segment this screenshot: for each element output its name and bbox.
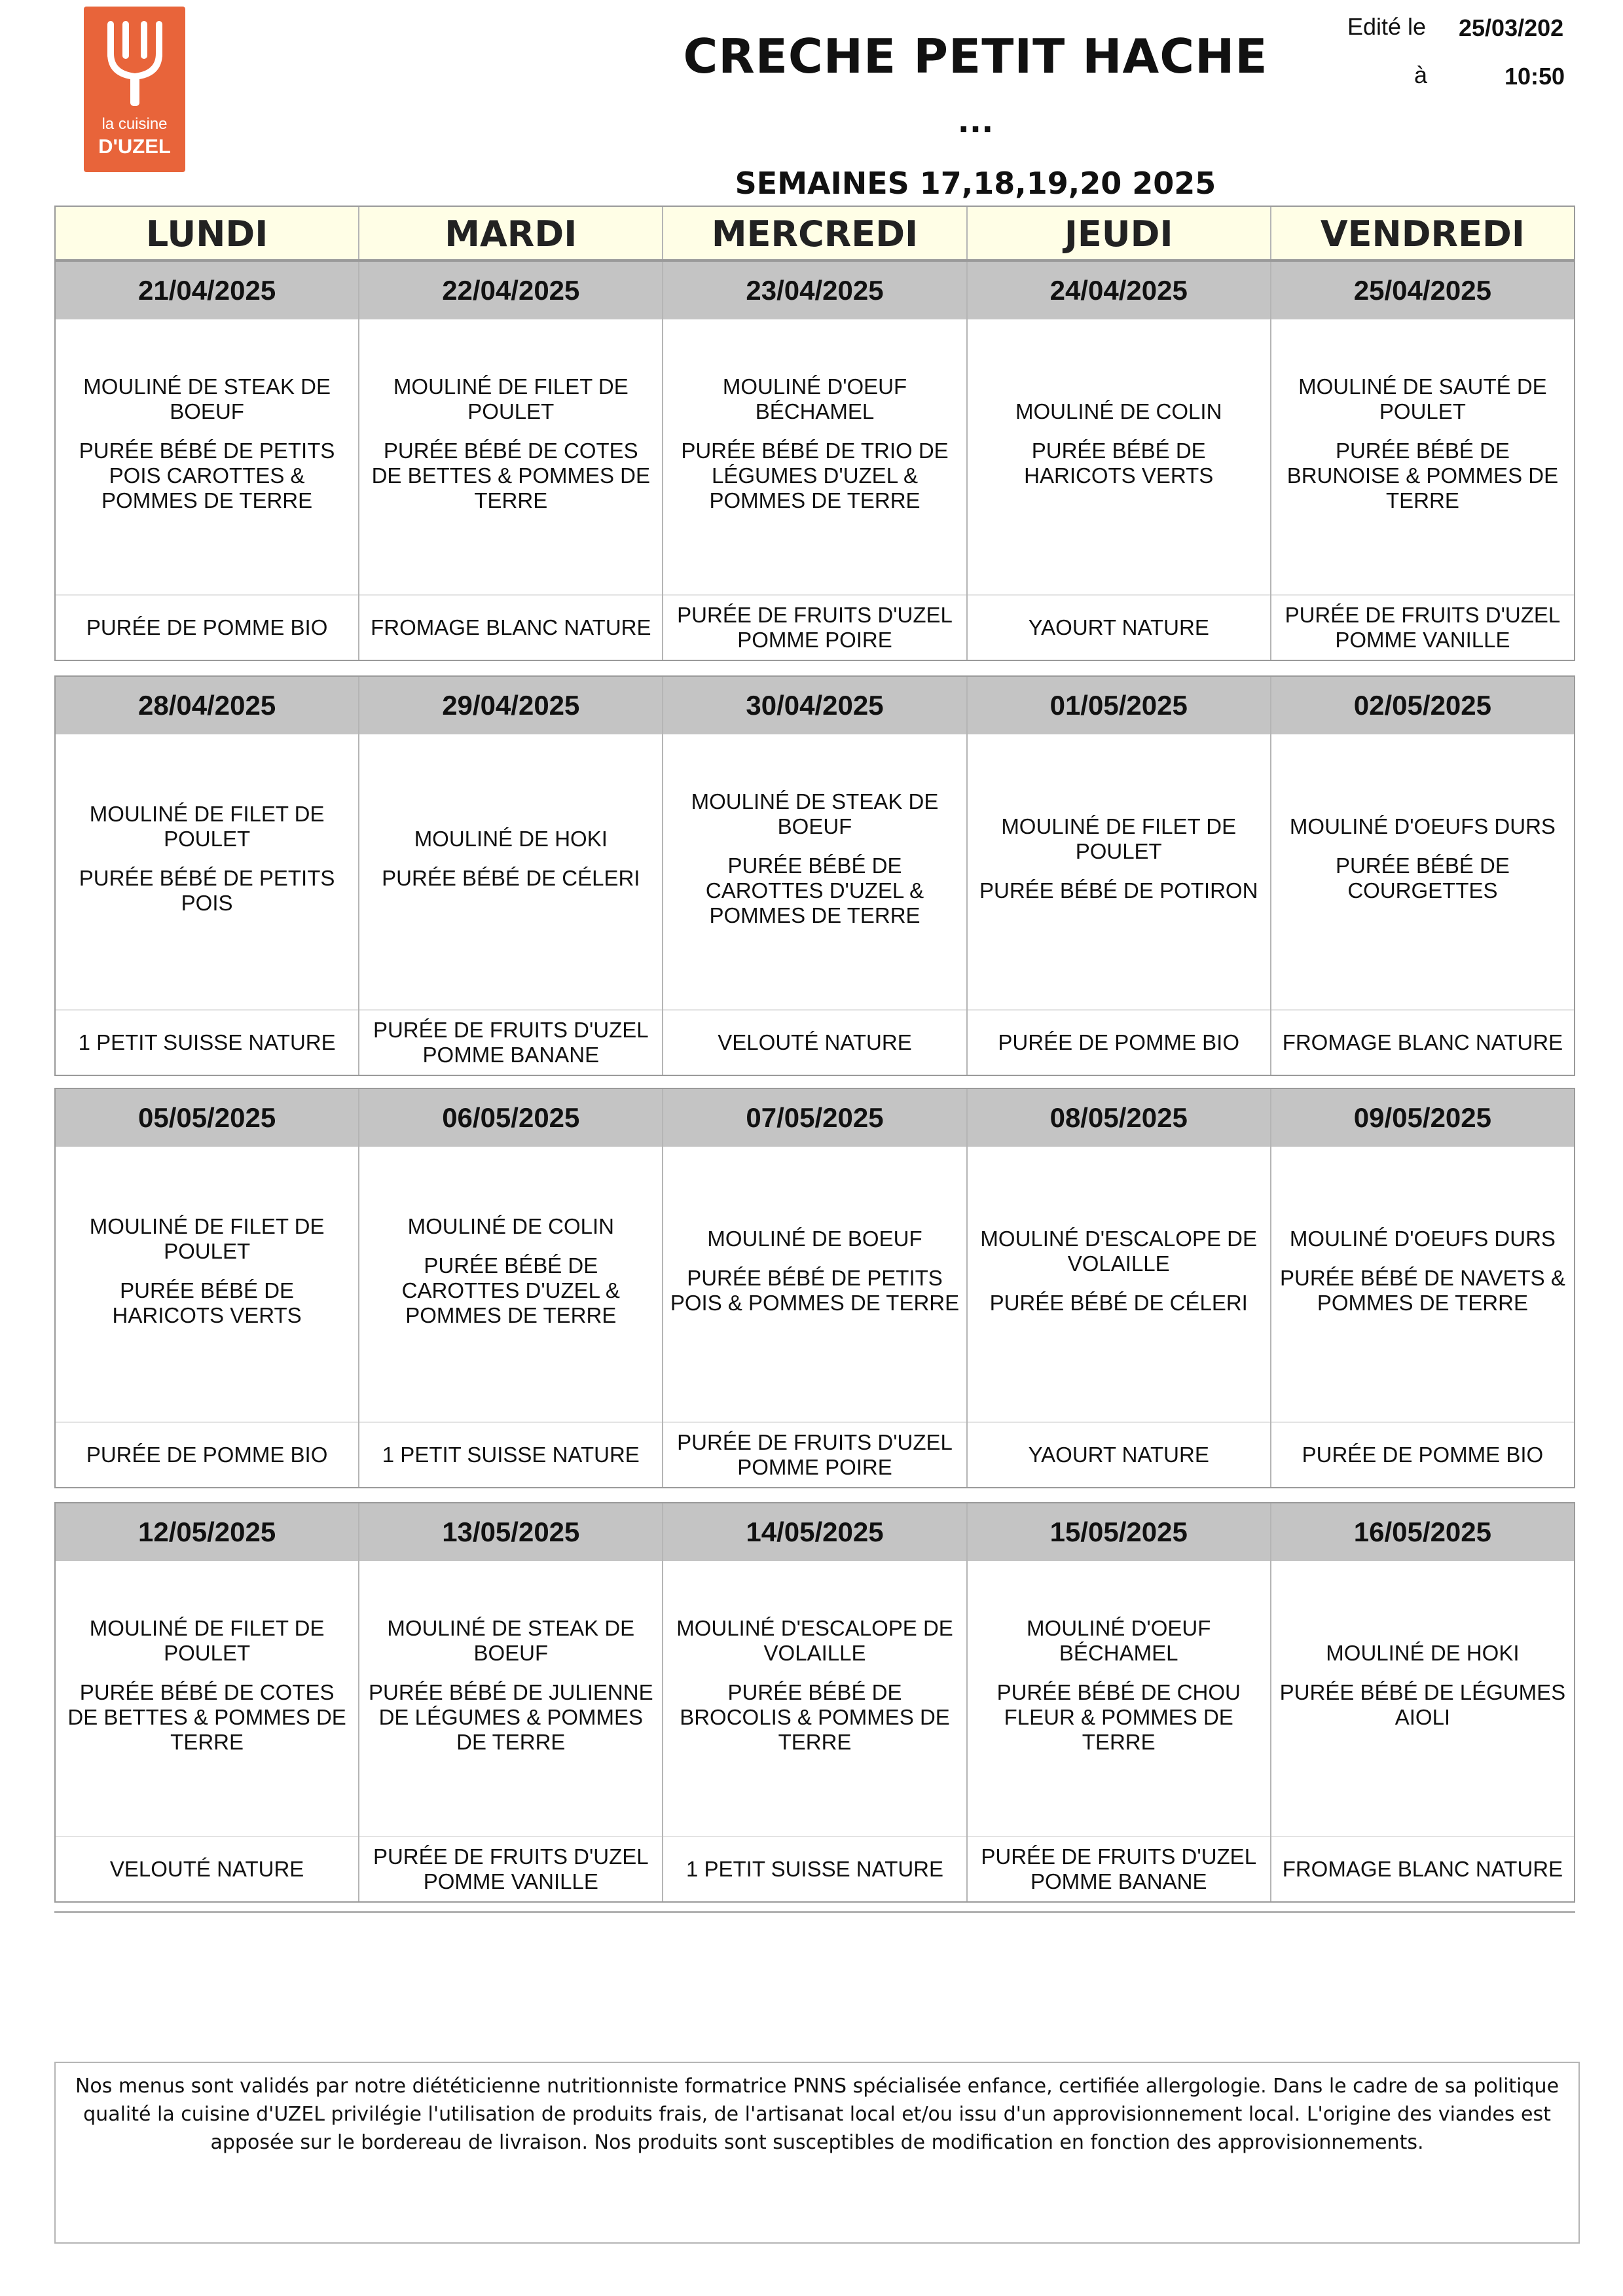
date-cell: 06/05/2025 <box>359 1089 663 1147</box>
day-header: LUNDI <box>56 207 359 259</box>
dessert: PURÉE DE POMME BIO <box>1302 1443 1544 1467</box>
dessert: 1 PETIT SUISSE NATURE <box>685 1857 944 1881</box>
date-cell: 13/05/2025 <box>359 1503 663 1561</box>
dessert: PURÉE DE POMME BIO <box>86 615 328 639</box>
main-dish: MOULINÉ DE HOKI <box>414 827 608 851</box>
meal-cell <box>359 319 663 660</box>
page-title: CRECHE PETIT HACHE <box>683 29 1268 84</box>
main-dish: MOULINÉ DE FILET DE POULET <box>1001 814 1237 863</box>
meal-cell <box>663 1147 967 1487</box>
side-dish: PURÉE BÉBÉ DE COURGETTES <box>1335 853 1510 903</box>
date-cell: 22/04/2025 <box>359 262 663 319</box>
divider <box>54 1911 1575 1913</box>
main-course-block <box>56 1173 358 1369</box>
logo-text-line1: la cuisine <box>101 115 168 133</box>
meal-cell <box>663 319 967 660</box>
dessert: PURÉE DE FRUITS D'UZEL POMME POIRE <box>677 1430 953 1479</box>
date-row <box>56 262 1574 319</box>
main-course-block <box>56 1587 358 1784</box>
main-course-block <box>359 761 662 957</box>
side-dish: PURÉE BÉBÉ DE POTIRON <box>979 878 1258 903</box>
meal-cell <box>1271 734 1574 1075</box>
dessert: PURÉE DE FRUITS D'UZEL POMME BANANE <box>373 1018 649 1067</box>
meal-cell <box>56 1561 359 1901</box>
main-dish: MOULINÉ DE FILET DE POULET <box>89 802 325 851</box>
date-cell: 05/05/2025 <box>56 1089 359 1147</box>
side-dish: PURÉE BÉBÉ DE CÉLERI <box>382 866 640 890</box>
main-dish: MOULINÉ DE HOKI <box>1326 1641 1520 1665</box>
side-dish: PURÉE BÉBÉ DE BROCOLIS & POMMES DE TERRE <box>680 1680 950 1754</box>
main-course-block <box>968 1587 1270 1784</box>
main-course-block <box>663 1173 966 1369</box>
footer-line: apposée sur le bordereau de livraison. Nos produits sont susceptibles de modification en fonction des approvisionnements. <box>210 2131 1424 2154</box>
date-cell: 07/05/2025 <box>663 1089 967 1147</box>
date-cell: 02/05/2025 <box>1353 690 1492 721</box>
dessert: FROMAGE BLANC NATURE <box>1282 1030 1563 1054</box>
main-dish: MOULINÉ DE STEAK DE BOEUF <box>83 374 331 423</box>
edited-date: 25/03/202 <box>1459 14 1564 41</box>
side-dish: PURÉE BÉBÉ DE CAROTTES D'UZEL & POMMES DE TERRE <box>401 1253 620 1327</box>
week-block <box>54 1088 1575 1488</box>
footer-note <box>54 2062 1580 2244</box>
footer-line: Nos menus sont validés par notre diététicienne nutritionniste formatrice PNNS spécialisée enfance, certifiée allergologie. Dans le cadre de sa politique <box>75 2075 1559 2098</box>
dessert: VELOUTÉ NATURE <box>109 1857 304 1881</box>
page-subtitle: ... <box>957 103 994 140</box>
side-dish: PURÉE BÉBÉ DE PETITS POIS <box>79 866 335 915</box>
meal-cell <box>968 319 1271 660</box>
main-course-block <box>1271 761 1574 957</box>
meals-row <box>56 1147 1574 1487</box>
main-course-block <box>663 1587 966 1784</box>
main-course-block <box>663 761 966 957</box>
logo <box>84 7 185 172</box>
dessert: PURÉE DE FRUITS D'UZEL POMME VANILLE <box>1285 603 1561 652</box>
main-dish: MOULINÉ D'ESCALOPE DE VOLAILLE <box>980 1227 1257 1276</box>
main-course-block <box>56 346 358 542</box>
main-course-block <box>56 761 358 957</box>
date-cell: 01/05/2025 <box>968 677 1271 734</box>
side-dish: PURÉE BÉBÉ DE BRUNOISE & POMMES DE TERRE <box>1286 439 1559 512</box>
main-dish: MOULINÉ DE BOEUF <box>707 1227 922 1251</box>
main-course-block <box>359 1173 662 1369</box>
side-dish: PURÉE BÉBÉ DE COTES DE BETTES & POMMES DE TERRE <box>67 1680 346 1754</box>
main-dish: MOULINÉ DE STEAK DE BOEUF <box>387 1616 635 1665</box>
meal-cell <box>56 734 359 1075</box>
week-block <box>54 675 1575 1076</box>
date-cell: 15/05/2025 <box>968 1503 1271 1561</box>
dessert: PURÉE DE POMME BIO <box>86 1443 328 1467</box>
edited-label: Edité le <box>1347 13 1427 40</box>
meal-cell <box>1271 1561 1574 1901</box>
meal-cell <box>359 1147 663 1487</box>
meal-cell <box>56 1147 359 1487</box>
date-cell: 12/05/2025 <box>56 1503 359 1561</box>
weeks-heading: SEMAINES 17,18,19,20 2025 <box>735 166 1216 201</box>
main-course-block <box>1271 1587 1574 1784</box>
day-header: MERCREDI <box>663 207 967 259</box>
date-cell: 09/05/2025 <box>1353 1102 1492 1133</box>
date-cell: 23/04/2025 <box>663 262 967 319</box>
side-dish: PURÉE BÉBÉ DE NAVETS & POMMES DE TERRE <box>1279 1266 1565 1315</box>
main-course-block <box>1271 1173 1574 1369</box>
date-cell: 29/04/2025 <box>359 677 663 734</box>
dessert: FROMAGE BLANC NATURE <box>1282 1857 1563 1881</box>
date-row <box>56 677 1574 734</box>
side-dish: PURÉE BÉBÉ DE CÉLERI <box>989 1291 1248 1315</box>
main-dish: MOULINÉ DE FILET DE POULET <box>89 1616 325 1665</box>
dessert: VELOUTÉ NATURE <box>718 1030 912 1054</box>
main-dish: MOULINÉ DE FILET DE POULET <box>89 1214 325 1263</box>
main-dish: MOULINÉ DE STEAK DE BOEUF <box>691 789 939 838</box>
date-cell: 24/04/2025 <box>968 262 1271 319</box>
date-cell: 25/04/2025 <box>1353 275 1492 306</box>
meal-cell <box>968 734 1271 1075</box>
week-block <box>54 1502 1575 1903</box>
date-cell: 30/04/2025 <box>663 677 967 734</box>
date-cell: 21/04/2025 <box>56 262 359 319</box>
side-dish: PURÉE BÉBÉ DE HARICOTS VERTS <box>112 1278 302 1327</box>
dessert: YAOURT NATURE <box>1028 615 1209 639</box>
date-cell: 14/05/2025 <box>663 1503 967 1561</box>
main-dish: MOULINÉ D'OEUFS DURS <box>1289 1227 1556 1251</box>
meals-row <box>56 319 1574 660</box>
main-course-block <box>359 346 662 542</box>
date-cell: 16/05/2025 <box>1353 1516 1492 1547</box>
meal-cell <box>56 319 359 660</box>
main-dish: MOULINÉ D'OEUF BÉCHAMEL <box>1027 1616 1211 1665</box>
date-cell: 28/04/2025 <box>56 677 359 734</box>
main-dish: MOULINÉ DE COLIN <box>407 1214 614 1238</box>
main-course-block <box>663 346 966 542</box>
edited-time: 10:50 <box>1504 63 1565 90</box>
day-header: JEUDI <box>968 207 1271 259</box>
meal-cell <box>359 1561 663 1901</box>
dessert: 1 PETIT SUISSE NATURE <box>78 1030 336 1054</box>
dessert: PURÉE DE FRUITS D'UZEL POMME VANILLE <box>373 1844 649 1893</box>
date-row <box>56 1089 1574 1147</box>
side-dish: PURÉE BÉBÉ DE JULIENNE DE LÉGUMES & POMMES DE TERRE <box>368 1680 653 1754</box>
main-course-block <box>1271 346 1574 542</box>
footer-line: qualité la cuisine d'UZEL privilégie l'utilisation de produits frais, de l'artisanat local et/ou issu d'un approvisionnement local. L'origine des viandes est <box>83 2103 1551 2126</box>
day-header-row <box>54 206 1575 260</box>
side-dish: PURÉE BÉBÉ DE COTES DE BETTES & POMMES DE TERRE <box>371 439 651 512</box>
day-header: MARDI <box>359 207 663 259</box>
date-row <box>56 1503 1574 1561</box>
dessert: PURÉE DE FRUITS D'UZEL POMME BANANE <box>981 1844 1257 1893</box>
meal-cell <box>359 734 663 1075</box>
dessert: PURÉE DE FRUITS D'UZEL POMME POIRE <box>677 603 953 652</box>
main-course-block <box>359 1587 662 1784</box>
meal-cell <box>968 1147 1271 1487</box>
main-course-block <box>968 346 1270 542</box>
dessert: YAOURT NATURE <box>1028 1443 1209 1467</box>
main-dish: MOULINÉ D'ESCALOPE DE VOLAILLE <box>676 1616 953 1665</box>
main-dish: MOULINÉ D'OEUFS DURS <box>1289 814 1556 838</box>
side-dish: PURÉE BÉBÉ DE HARICOTS VERTS <box>1024 439 1214 488</box>
meal-cell <box>1271 1147 1574 1487</box>
meals-row <box>56 1561 1574 1901</box>
main-dish: MOULINÉ DE COLIN <box>1015 399 1222 423</box>
logo-text-line2: D'UZEL <box>98 135 171 158</box>
side-dish: PURÉE BÉBÉ DE LÉGUMES AIOLI <box>1279 1680 1566 1729</box>
at-label: à <box>1414 62 1428 88</box>
side-dish: PURÉE BÉBÉ DE TRIO DE LÉGUMES D'UZEL & POMMES DE TERRE <box>681 439 949 512</box>
side-dish: PURÉE BÉBÉ DE PETITS POIS & POMMES DE TERRE <box>670 1266 960 1315</box>
main-dish: MOULINÉ D'OEUF BÉCHAMEL <box>722 374 907 423</box>
main-dish: MOULINÉ DE SAUTÉ DE POULET <box>1298 374 1547 423</box>
fork-icon <box>105 21 165 106</box>
meal-cell <box>1271 319 1574 660</box>
dessert: PURÉE DE POMME BIO <box>998 1030 1239 1054</box>
main-course-block <box>968 1173 1270 1369</box>
day-header: VENDREDI <box>1320 213 1525 255</box>
meal-cell <box>968 1561 1271 1901</box>
side-dish: PURÉE BÉBÉ DE CAROTTES D'UZEL & POMMES DE TERRE <box>705 853 924 927</box>
meal-cell <box>663 734 967 1075</box>
main-dish: MOULINÉ DE FILET DE POULET <box>393 374 629 423</box>
week-block <box>54 260 1575 661</box>
side-dish: PURÉE BÉBÉ DE PETITS POIS CAROTTES & POMMES DE TERRE <box>79 439 335 512</box>
date-cell: 08/05/2025 <box>968 1089 1271 1147</box>
side-dish: PURÉE BÉBÉ DE CHOU FLEUR & POMMES DE TERRE <box>996 1680 1241 1754</box>
main-course-block <box>968 761 1270 957</box>
dessert: 1 PETIT SUISSE NATURE <box>382 1443 640 1467</box>
meals-row <box>56 734 1574 1075</box>
dessert: FROMAGE BLANC NATURE <box>371 615 651 639</box>
meal-cell <box>663 1561 967 1901</box>
